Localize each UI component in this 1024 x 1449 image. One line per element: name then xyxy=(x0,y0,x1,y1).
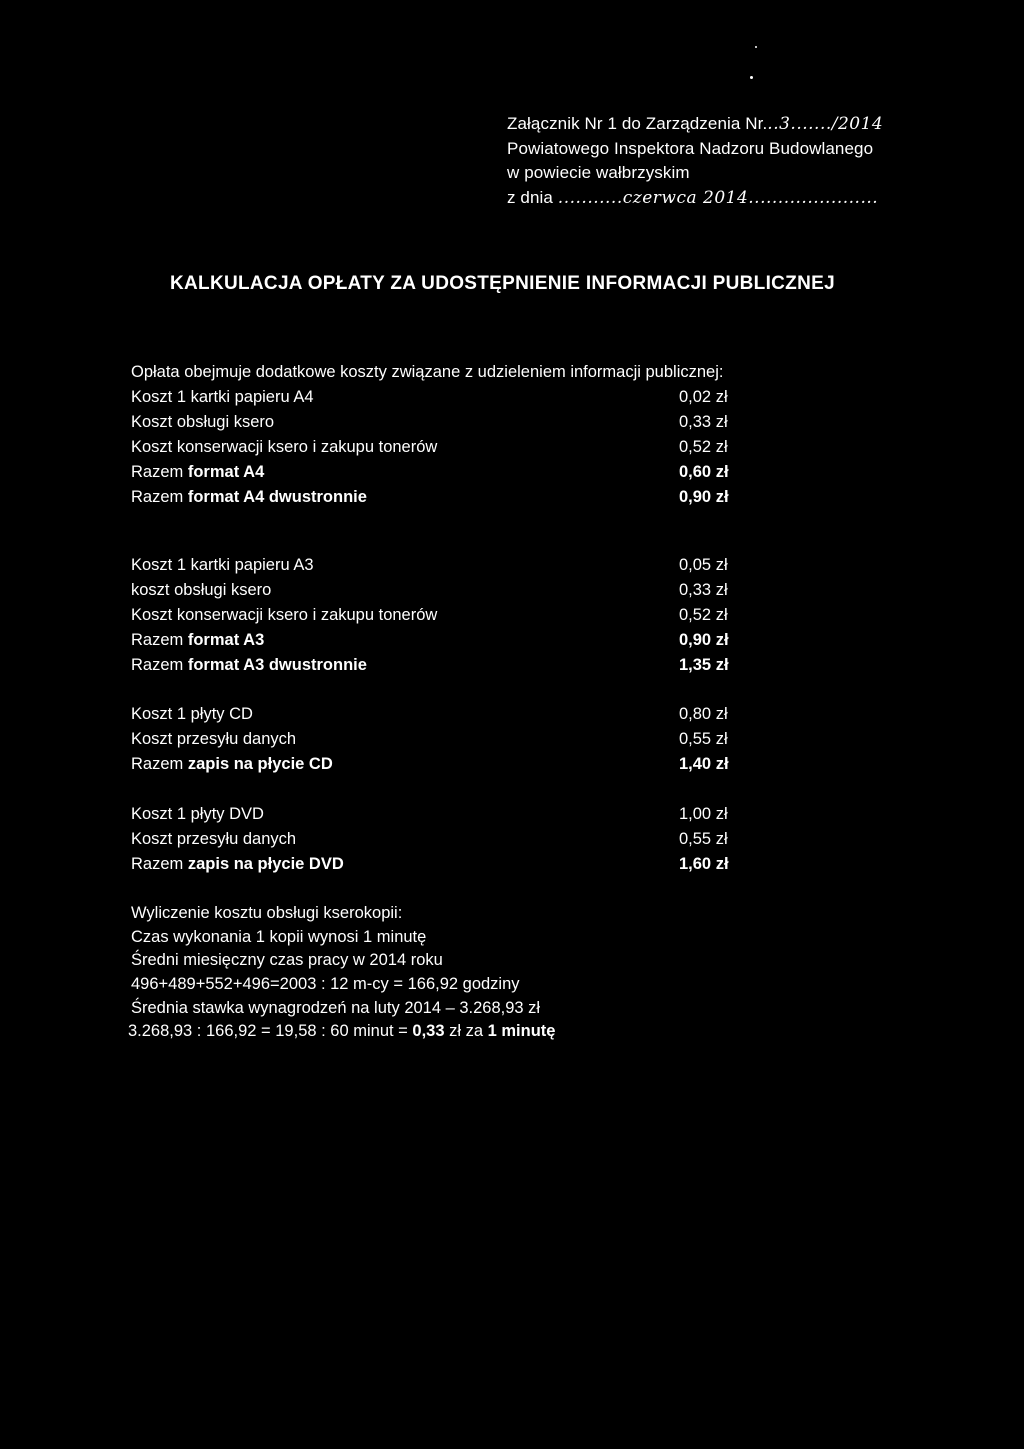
total-value: 0,90 zł xyxy=(679,488,729,506)
total-label xyxy=(131,653,367,678)
cost-label: Koszt obsługi ksero xyxy=(131,413,275,431)
total-prefix: Razem xyxy=(131,488,188,506)
total-row xyxy=(131,752,751,777)
cost-label: Koszt przesyłu danych xyxy=(131,830,297,848)
cost-value: 0,33 zł xyxy=(679,581,728,599)
header-line-2: Powiatowego Inspektora Nadzoru Budowlanego xyxy=(507,138,874,158)
total-value: 0,60 zł xyxy=(679,463,729,481)
total-row xyxy=(131,628,751,653)
total-value: 1,60 zł xyxy=(679,855,729,873)
total-row xyxy=(131,485,751,510)
calc-line: Średni miesięczny czas pracy w 2014 roku xyxy=(131,951,443,970)
total-format: format A4 dwustronnie xyxy=(187,488,367,506)
cost-row xyxy=(131,385,751,410)
total-label xyxy=(131,852,344,877)
cost-row xyxy=(131,553,751,578)
total-row xyxy=(131,852,751,877)
cost-label: koszt obsługi ksero xyxy=(131,581,272,599)
total-prefix: Razem xyxy=(131,656,188,674)
intro-text: Opłata obejmuje dodatkowe koszty związane z udzieleniem informacji publicznej: xyxy=(131,363,724,381)
calc-result-mid: zł za xyxy=(444,1022,488,1041)
total-prefix: Razem xyxy=(131,855,188,873)
total-value: 1,40 zł xyxy=(679,755,729,773)
cost-value: 0,33 zł xyxy=(679,413,728,431)
header-line-1 xyxy=(507,112,883,137)
total-value: 0,90 zł xyxy=(679,631,729,649)
total-format: format A3 dwustronnie xyxy=(187,656,367,674)
total-label xyxy=(131,485,367,510)
calc-result-value: 0,33 xyxy=(412,1022,445,1041)
total-value: 1,35 zł xyxy=(679,656,729,674)
cost-value: 0,55 zł xyxy=(679,830,728,848)
cost-row xyxy=(131,410,751,435)
section-cd xyxy=(131,702,751,777)
total-prefix: Razem xyxy=(131,755,188,773)
total-row xyxy=(131,460,751,485)
header-attachment-label: Załącznik Nr 1 do Zarządzenia Nr. xyxy=(507,114,768,133)
cost-label: Koszt 1 płyty DVD xyxy=(131,805,264,823)
total-label xyxy=(131,460,264,485)
cost-value: 0,05 zł xyxy=(679,556,728,574)
cost-value: 0,52 zł xyxy=(679,606,728,624)
total-label xyxy=(131,752,333,777)
section-dvd xyxy=(131,802,751,877)
cost-value: 0,80 zł xyxy=(679,705,728,723)
cost-row xyxy=(131,578,751,603)
calc-line: Wyliczenie kosztu obsługi kserokopii: xyxy=(131,904,403,922)
total-prefix: Razem xyxy=(131,463,188,481)
page-title: KALKULACJA OPŁATY ZA UDOSTĘPNIENIE INFORMACJI PUBLICZNEJ xyxy=(170,273,835,294)
cost-value: 0,55 zł xyxy=(679,730,728,748)
scan-speck xyxy=(755,46,757,48)
cost-row xyxy=(131,802,751,827)
calc-line: Średnia stawka wynagrodzeń na luty 2014 – 3.268,93 zł xyxy=(131,998,541,1017)
scan-speck xyxy=(750,76,753,79)
calc-result-prefix: 3.268,93 : 166,92 = 19,58 : 60 minut = xyxy=(128,1022,413,1041)
calc-result-unit: 1 minutę xyxy=(487,1022,556,1041)
cost-label: Koszt 1 kartki papieru A3 xyxy=(131,556,314,574)
attachment-header xyxy=(507,112,883,210)
cost-value: 1,00 zł xyxy=(679,805,728,823)
cost-label: Koszt 1 kartki papieru A4 xyxy=(131,388,314,406)
cost-label: Koszt przesyłu danych xyxy=(131,730,297,748)
cost-label: Koszt konserwacji ksero i zakupu tonerów xyxy=(131,606,438,624)
cost-label: Koszt konserwacji ksero i zakupu tonerów xyxy=(131,438,438,456)
calc-line: 496+489+552+496=2003 : 12 m-cy = 166,92 godziny xyxy=(131,975,520,994)
cost-value: 0,52 zł xyxy=(679,438,728,456)
handwritten-number: ..3......./2014 xyxy=(767,114,884,134)
total-prefix: Razem xyxy=(131,631,188,649)
total-format: format A4 xyxy=(187,463,265,481)
cost-value: 0,02 zł xyxy=(679,388,728,406)
calc-line: Czas wykonania 1 kopii wynosi 1 minutę xyxy=(131,927,427,946)
calc-result-line xyxy=(128,1020,555,1044)
total-format: format A3 xyxy=(187,631,265,649)
total-format: zapis na płycie CD xyxy=(187,755,333,773)
copy-cost-calculation xyxy=(128,902,556,1044)
header-line-4 xyxy=(507,186,883,211)
section-a4 xyxy=(131,360,751,510)
header-line-3: w powiecie wałbrzyskim xyxy=(507,163,690,182)
cost-row xyxy=(131,435,751,460)
handwritten-date: ...........czerwca 2014...................... xyxy=(557,187,879,208)
total-format: zapis na płycie DVD xyxy=(187,855,344,873)
section-a3 xyxy=(131,553,751,678)
cost-row xyxy=(131,727,751,752)
header-date-label: z dnia xyxy=(507,187,558,207)
total-row xyxy=(131,653,751,678)
cost-row xyxy=(131,702,751,727)
cost-row xyxy=(131,603,751,628)
cost-label: Koszt 1 płyty CD xyxy=(131,705,253,723)
cost-row xyxy=(131,827,751,852)
total-label xyxy=(131,628,264,653)
